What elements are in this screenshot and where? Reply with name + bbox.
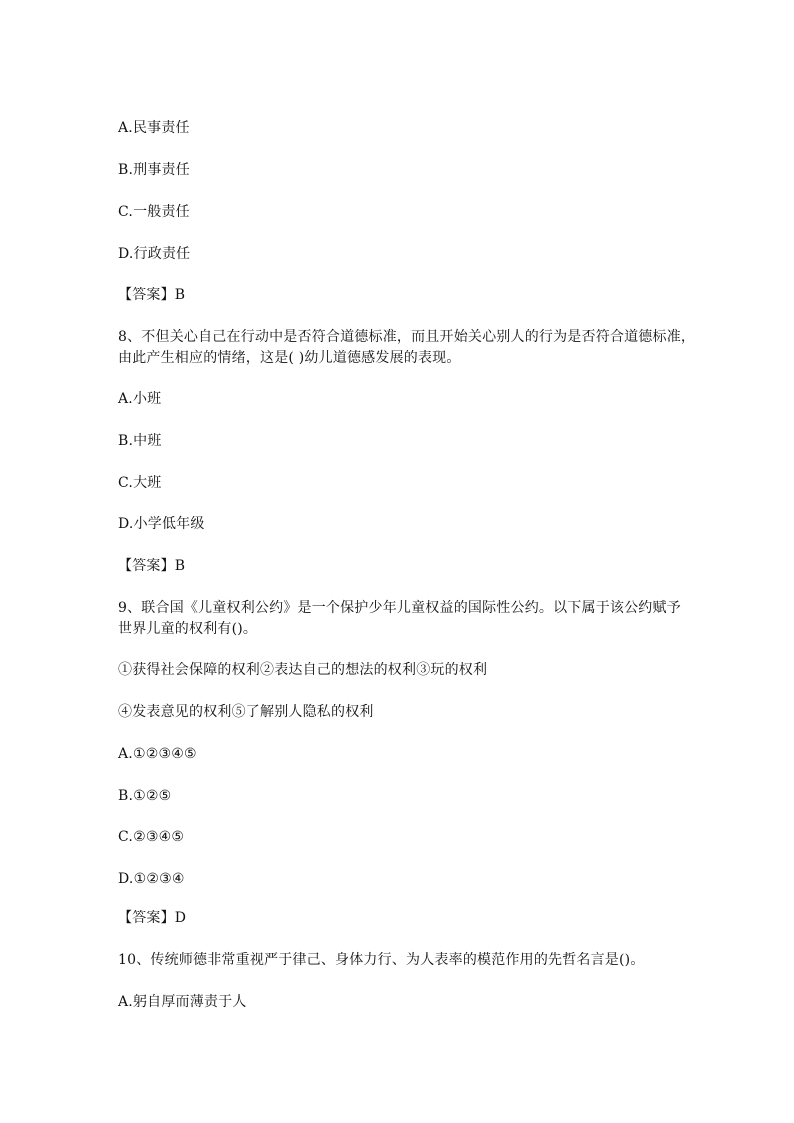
q8-option-c: C.大班 xyxy=(118,475,162,491)
q8-stem-line2: 由此产生相应的情绪，这是( )幼儿道德感发展的表现。 xyxy=(118,350,461,366)
q7-option-a: A.民事责任 xyxy=(118,120,190,136)
q9-option-a: A.①②③④⑤ xyxy=(118,746,197,762)
q9-stem-line1: 9、联合国《儿童权利公约》是一个保护少年儿童权益的国际性公约。以下属于该公约赋予 xyxy=(118,600,681,616)
q9-option-b: B.①②⑤ xyxy=(118,788,172,804)
q7-answer: 【答案】B xyxy=(118,287,186,303)
q9-items-line1: ①获得社会保障的权利②表达自己的想法的权利③玩的权利 xyxy=(118,662,488,678)
q9-answer: 【答案】D xyxy=(118,910,187,926)
q10-stem-line1: 10、传统师德非常重视严于律己、身体力行、为人表率的模范作用的先哲名言是()。 xyxy=(118,952,645,968)
q7-option-b: B.刑事责任 xyxy=(118,162,190,178)
q9-option-c: C.②③④⑤ xyxy=(118,829,185,845)
q8-answer: 【答案】B xyxy=(118,558,186,574)
q9-option-d: D.①②③④ xyxy=(118,871,185,887)
q8-option-a: A.小班 xyxy=(118,391,162,407)
q8-option-b: B.中班 xyxy=(118,433,162,449)
q8-stem-line1: 8、不但关心自己在行动中是否符合道德标准，而且开始关心别人的行为是否符合道德标准， xyxy=(118,329,696,345)
q9-items-line2: ④发表意见的权利⑤了解别人隐私的权利 xyxy=(118,704,374,720)
q9-stem-line2: 世界儿童的权利有()。 xyxy=(118,621,258,637)
q7-option-c: C.一般责任 xyxy=(118,204,190,220)
q7-option-d: D.行政责任 xyxy=(118,246,191,262)
q10-option-a: A.躬自厚而薄责于人 xyxy=(118,994,247,1010)
q8-option-d: D.小学低年级 xyxy=(118,516,205,532)
